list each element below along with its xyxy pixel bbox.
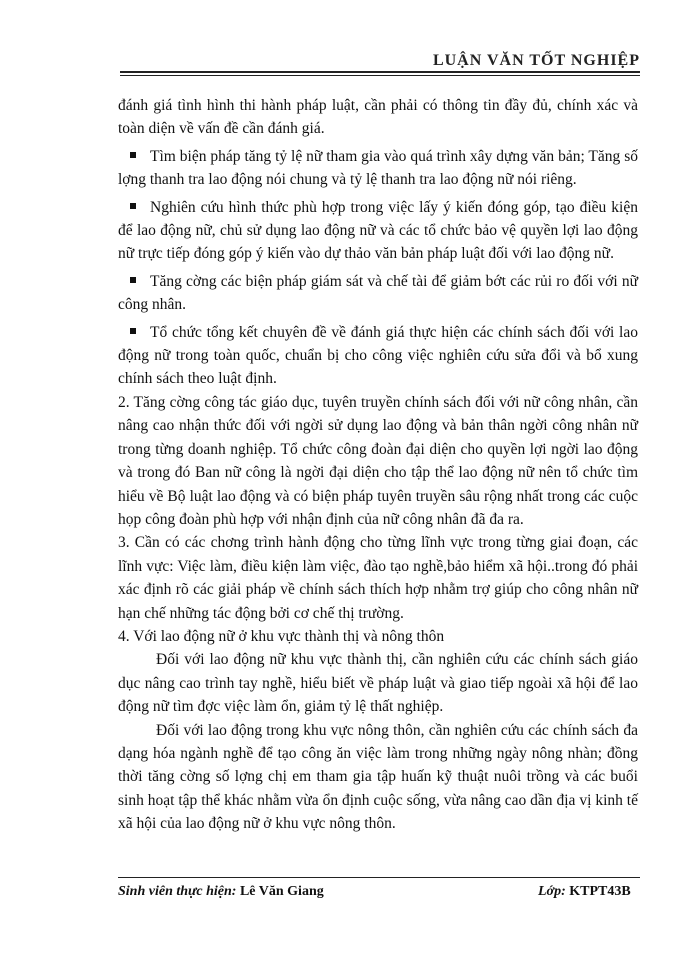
bullet-text: Tìm biện pháp tăng tỷ lệ nữ tham gia vào quá trình xây dựng văn bản; Tăng số lợng thanh tra lao động nói chung và tỷ lệ thanh tra lao động nữ nói riêng. xyxy=(118,147,638,189)
bullet-item xyxy=(118,321,638,391)
bullet-text: Tổ chức tổng kết chuyên đề về đánh giá thực hiện các chính sách đối với lao động nữ trong toàn quốc, chuẩn bị cho công việc nghiên cứu sửa đổi và bổ xung chính sách theo luật định. xyxy=(118,323,638,388)
footer-student xyxy=(118,884,324,900)
numbered-item: 4. Với lao động nữ ở khu vực thành thị và nông thôn xyxy=(118,627,445,645)
numbered-item: 2. Tăng cờng công tác giáo dục, tuyên truyền chính sách đối với nữ công nhân, cần nâng cao nhận thức đối với ngời sử dụng lao động và bản thân ngời công nhân nữ trong từng doanh nghiệp. Tổ chức công đoàn đại diện cho quyền lợi ngời lao động và trong đó Ban nữ công là ngời đại diện cho tập thể lao động nữ nên tổ chức tìm hiểu về Bộ luật lao động và có biện pháp tuyên truyền sâu rộng nhất trong các cuộc họp công đoàn phù hợp với nhận định của nữ công nhân đã đa ra. xyxy=(118,393,638,528)
bullet-icon xyxy=(130,152,136,158)
bullet-icon xyxy=(130,277,136,283)
bullet-icon xyxy=(130,203,136,209)
bullet-item xyxy=(118,196,638,266)
numbered-item: 3. Cần có các chơng trình hành động cho từng lĩnh vực trong từng giai đoạn, các lĩnh vực: Việc làm, điều kiện làm việc, đào tạo nghề,bảo hiểm xã hội..trong đó phải xác định rõ các giải pháp về chính sách thích hợp nhằm trợ giúp cho công nhân nữ hạn chế những tác động bởi cơ chế thị trường. xyxy=(118,534,638,622)
footer-class xyxy=(538,884,631,900)
document-body xyxy=(118,94,638,836)
footer-rule xyxy=(118,877,640,878)
student-name: Lê Văn Giang xyxy=(239,884,324,899)
bullet-item xyxy=(118,270,638,317)
class-value: KTPT43B xyxy=(569,884,631,899)
student-label: Sinh viên thực hiện: xyxy=(118,884,237,899)
bullet-text: Tăng cờng các biện pháp giám sát và chế tài để giảm bớt các rủi ro đối với nữ công nhân. xyxy=(118,272,638,314)
bullet-text: Nghiên cứu hình thức phù hợp trong việc lấy ý kiến đóng góp, tạo điều kiện để lao động nữ, chủ sử dụng lao động nữ và các tổ chức bảo vệ quyền lợi lao động nữ trực tiếp đóng góp ý kiến vào dự thảo văn bản pháp luật đối với lao động nữ. xyxy=(118,198,638,263)
paragraph: đánh giá tình hình thi hành pháp luật, cần phải có thông tin đầy đủ, chính xác và toàn diện về vấn đề cần đánh giá. xyxy=(118,97,638,138)
bullet-icon xyxy=(130,328,136,334)
bullet-item xyxy=(118,145,638,192)
header-rule-thin xyxy=(120,75,640,76)
header-title: LUẬN VĂN TỐT NGHIỆP xyxy=(432,52,640,69)
header-rule xyxy=(120,71,640,73)
paragraph: Đối với lao động trong khu vực nông thôn, cần nghiên cứu các chính sách đa dạng hóa ngành nghề để tạo công ăn việc làm trong những ngày nông nhàn; đồng thời tăng cờng số lợng chị em tham gia tập huấn kỹ thuật nuôi trồng và các buổi sinh hoạt tập thể khác nhằm vừa ổn định cuộc sống, vừa nâng cao dần địa vị kinh tế xã hội của lao động nữ ở khu vực nông thôn. xyxy=(118,721,638,833)
class-label: Lớp: xyxy=(538,884,566,899)
paragraph: Đối với lao động nữ khu vực thành thị, cần nghiên cứu các chính sách giáo dục nâng cao trình tay nghề, hiểu biết về pháp luật và giao tiếp ngoài xã hội để lao động nữ tìm đợc việc làm ổn, giảm tỷ lệ thất nghiệp. xyxy=(118,651,638,716)
